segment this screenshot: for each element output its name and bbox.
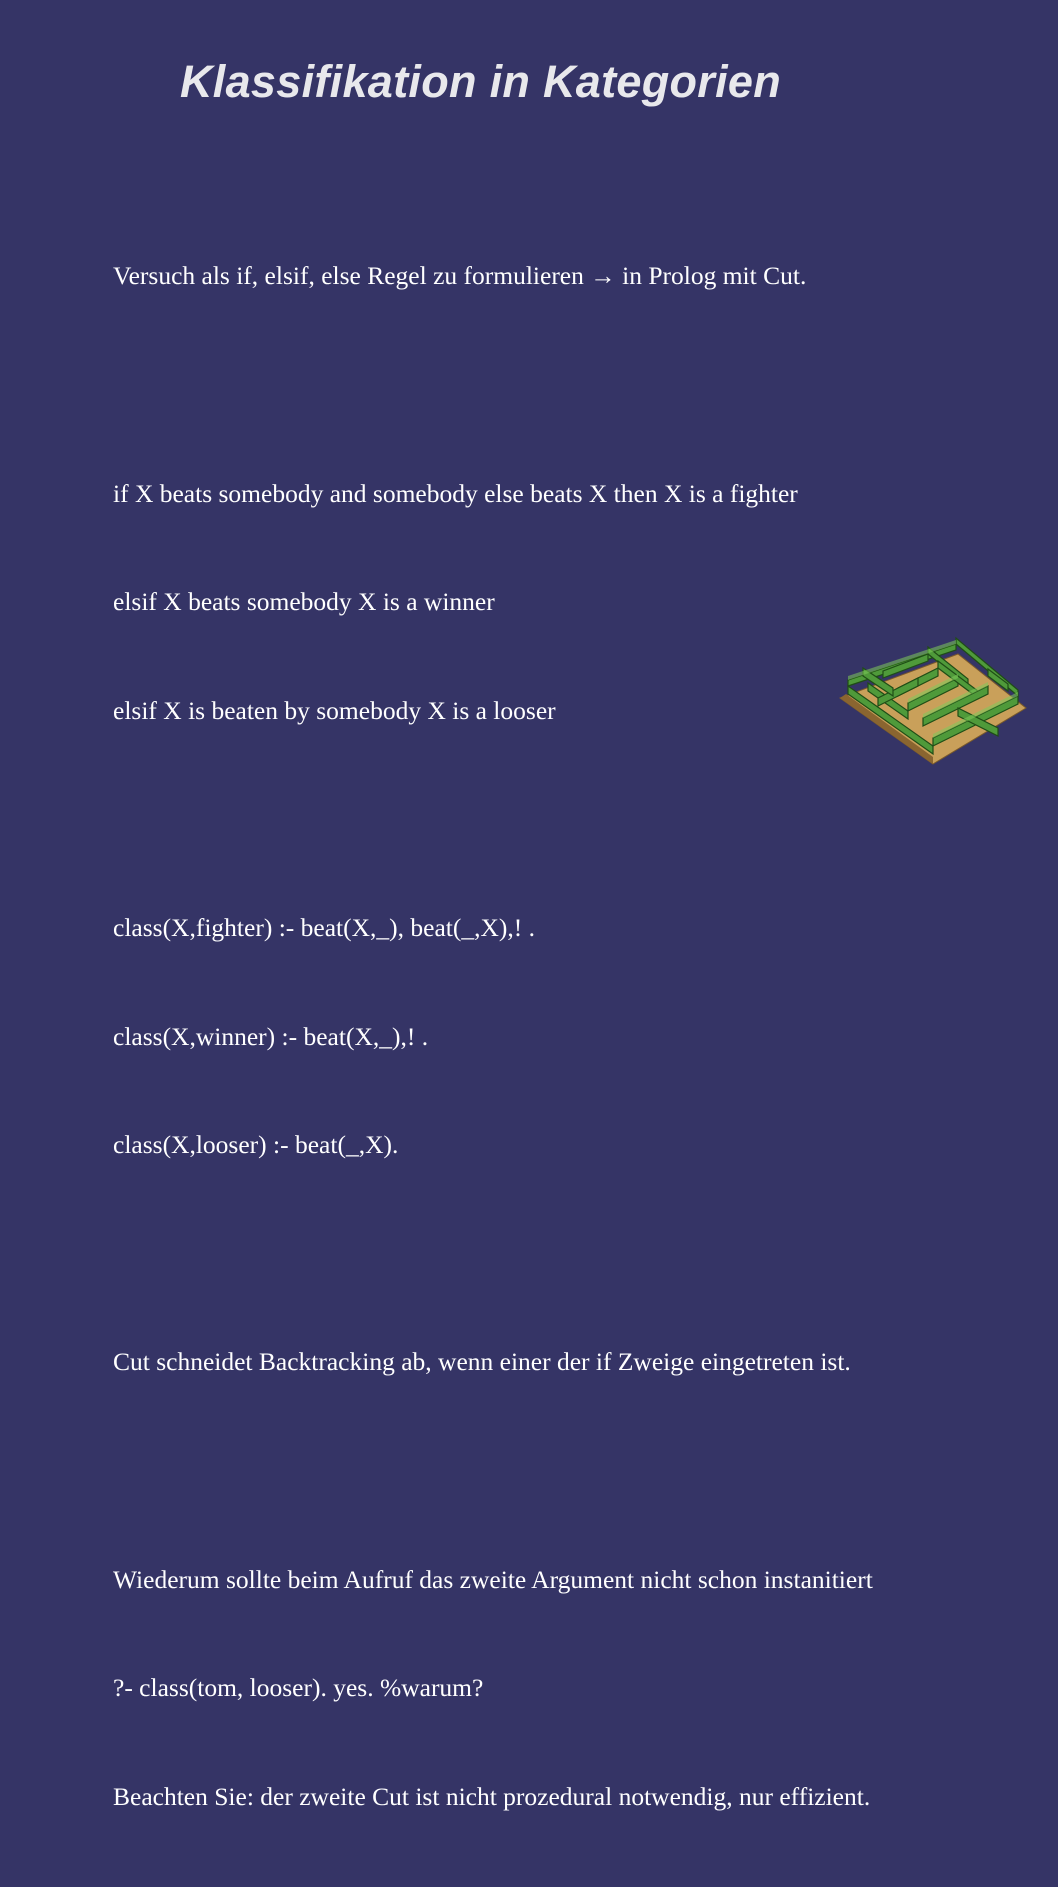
body-line: if X beats somebody and somebody else beats X then X is a fighter <box>113 478 798 508</box>
body-line: ?- class(tom, looser). yes. %warum? <box>113 1673 484 1703</box>
body-line: class(X,winner) :- beat(X,_),! . <box>113 1021 429 1051</box>
slide-body <box>113 186 1058 1887</box>
body-line: Beachten Sie: der zweite Cut ist nicht prozedural notwendig, nur effizient. <box>113 1781 871 1811</box>
body-line: Cut schneidet Backtracking ab, wenn einer der if Zweige eingetreten ist. <box>113 1347 851 1377</box>
body-line: Wiederum sollte beim Aufruf das zweite Argument nicht schon instanitiert <box>113 1564 873 1594</box>
body-line <box>113 1453 1058 1489</box>
body-line: class(X,looser) :- beat(_,X). <box>113 1130 399 1160</box>
body-line: elsif X is beaten by somebody X is a looser <box>113 695 556 725</box>
body-line <box>113 367 1058 403</box>
body-line <box>113 1236 1058 1272</box>
body-line: elsif X beats somebody X is a winner <box>113 587 495 617</box>
body-line: Versuch als if, elsif, else Regel zu formulieren → in Prolog mit Cut. <box>113 261 807 291</box>
body-line: class(X,fighter) :- beat(X,_), beat(_,X),! . <box>113 912 535 942</box>
green-maze-icon <box>838 636 1028 766</box>
body-line <box>113 801 1058 837</box>
slide-title: Klassifikation in Kategorien <box>180 56 782 107</box>
